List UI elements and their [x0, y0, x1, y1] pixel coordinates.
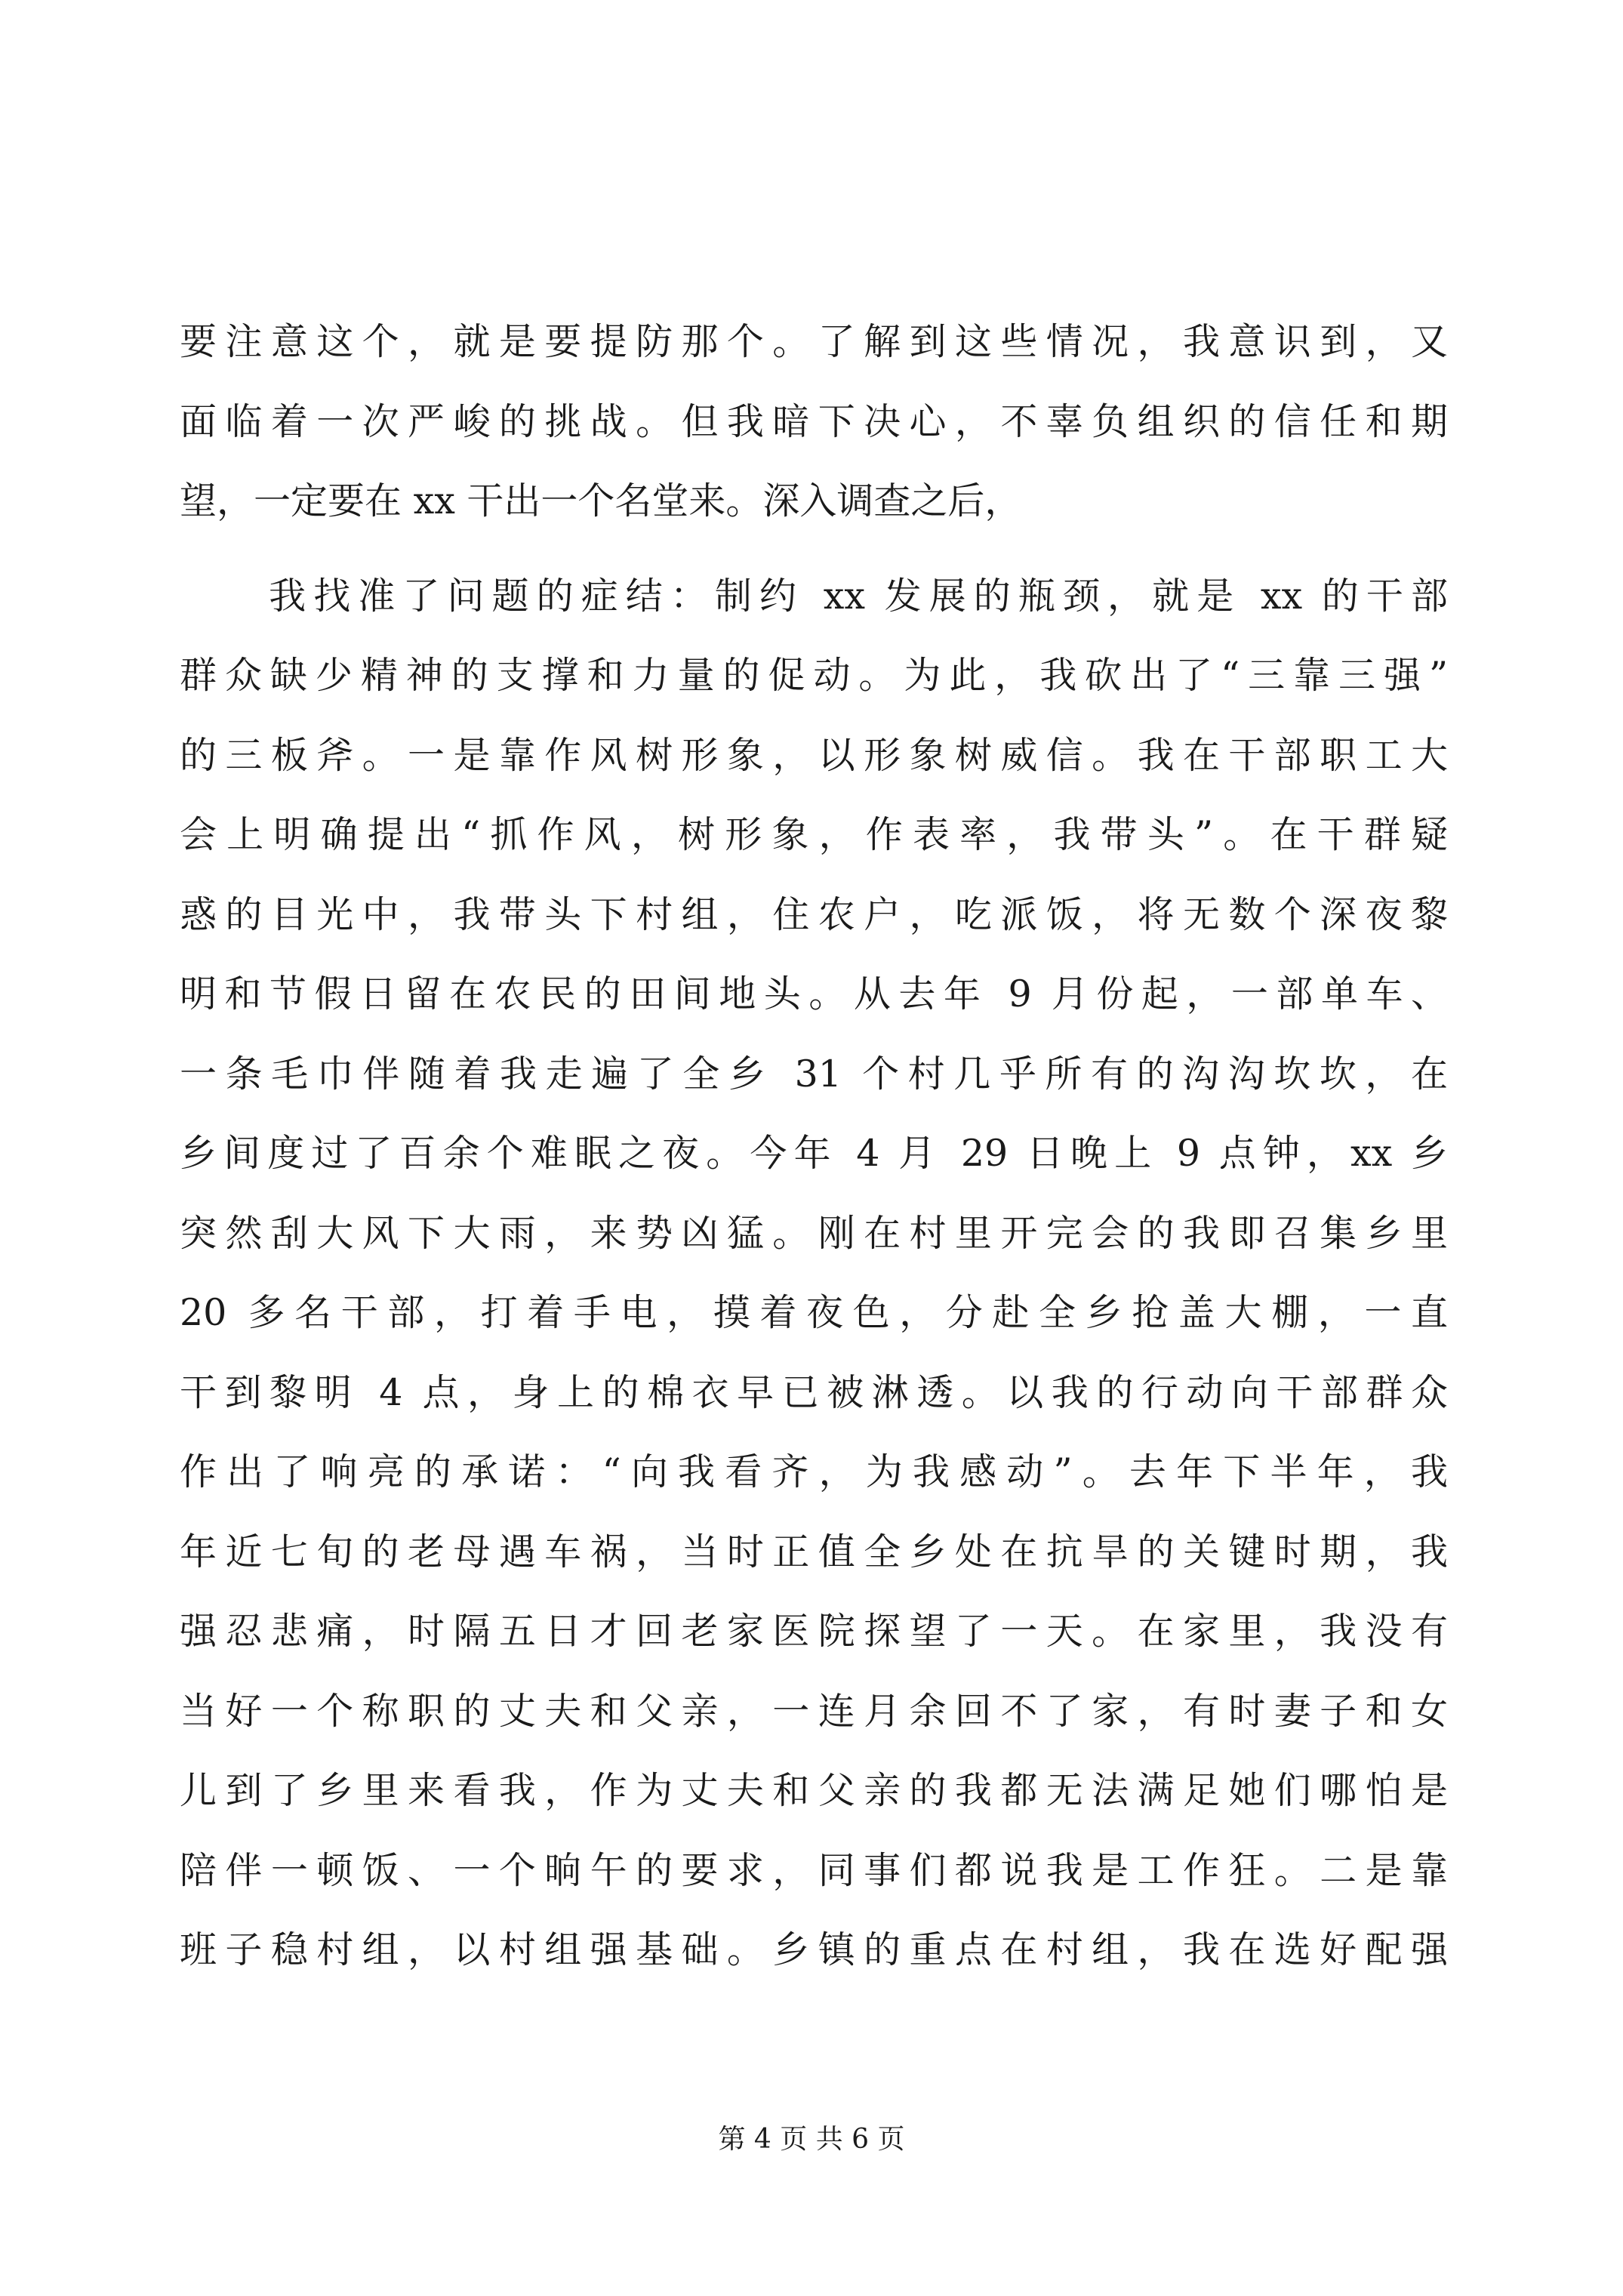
text-line: 面临着一次严峻的挑战。但我暗下决心，不辜负组织的信任和期 [180, 399, 1448, 443]
text-line: 惑的目光中，我带头下村组，住农户，吃派饭，将无数个深夜黎 [180, 892, 1448, 936]
text-line: 班子稳村组，以村组强基础。乡镇的重点在村组，我在选好配强 [180, 1928, 1448, 1971]
text-line: 群众缺少精神的支撑和力量的促动。为此，我砍出了“三靠三强” [180, 654, 1448, 697]
body-text [180, 302, 1448, 1990]
text-line: 20 多名干部，打着手电，摸着夜色，分赴全乡抢盖大棚，一直 [180, 1291, 1448, 1334]
page-footer: 第 4 页 共 6 页 [718, 2124, 905, 2155]
text-line: 的三板斧。一是靠作风树形象，以形象树威信。我在干部职工大 [180, 733, 1448, 777]
text-line: 乡间度过了百余个难眠之夜。今年 4 月 29 日晚上 9 点钟，xx 乡 [180, 1132, 1448, 1175]
text-line: 年近七旬的老母遇车祸，当时正值全乡处在抗旱的关键时期，我 [180, 1530, 1448, 1573]
text-line: 突然刮大风下大雨，来势凶猛。刚在村里开完会的我即召集乡里 [180, 1211, 1448, 1255]
text-line: 儿到了乡里来看我，作为丈夫和父亲的我都无法满足她们哪怕是 [180, 1769, 1448, 1812]
text-line: 作出了响亮的承诺：“向我看齐，为我感动”。去年下半年，我 [180, 1450, 1448, 1493]
text-line: 会上明确提出“抓作风，树形象，作表率，我带头”。在干群疑 [180, 813, 1448, 856]
text-line: 要注意这个，就是要提防那个。了解到这些情况，我意识到，又 [180, 320, 1448, 363]
text-line: 望，一定要在 xx 干出一个名堂来。深入调查之后， [180, 479, 1022, 522]
text-line: 一条毛巾伴随着我走遍了全乡 31 个村几乎所有的沟沟坎坎，在 [180, 1052, 1448, 1096]
text-line: 明和节假日留在农民的田间地头。从去年 9 月份起，一部单车、 [180, 972, 1448, 1015]
text-line: 强忍悲痛，时隔五日才回老家医院探望了一天。在家里，我没有 [180, 1610, 1448, 1653]
text-line: 干到黎明 4 点，身上的棉衣早已被淋透。以我的行动向干部群众 [180, 1370, 1448, 1414]
text-line: 当好一个称职的丈夫和父亲，一连月余回不了家，有时妻子和女 [180, 1689, 1448, 1733]
text-line: 我找准了问题的症结：制约 xx 发展的瓶颈，就是 xx 的干部 [180, 574, 1448, 618]
text-line: 陪伴一顿饭、一个晌午的要求，同事们都说我是工作狂。二是靠 [180, 1848, 1448, 1892]
